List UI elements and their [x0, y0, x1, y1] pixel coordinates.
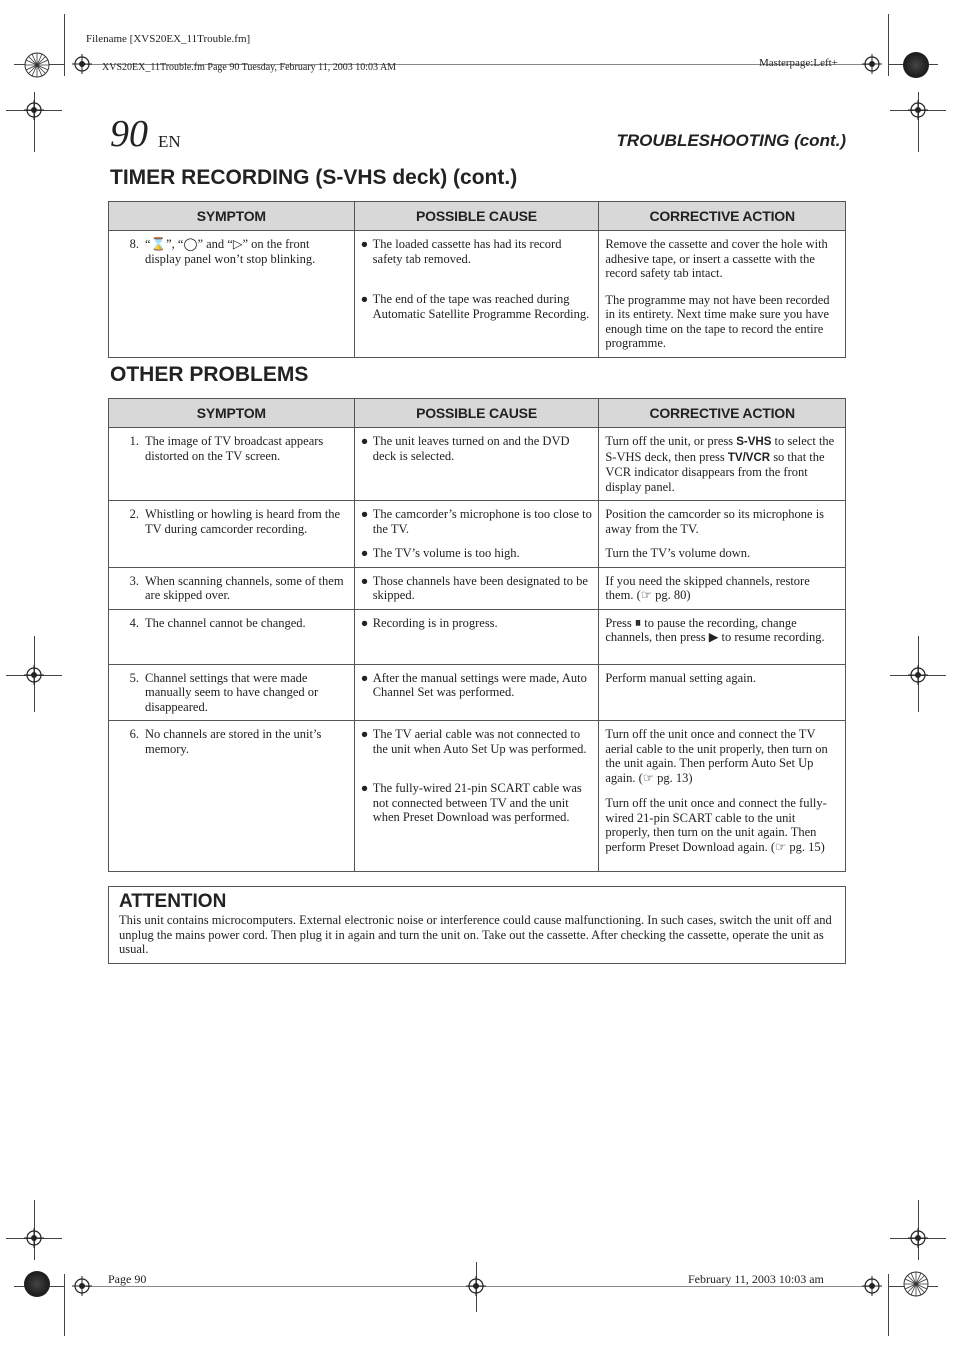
cause-text: The loaded cassette has had its record safety tab removed.	[372, 237, 562, 266]
cause-cell	[354, 567, 599, 609]
file-info-line: XVS20EX_11Trouble.fm Page 90 Tuesday, February 11, 2003 10:03 AM	[102, 62, 397, 73]
timer-troubleshooting-table	[108, 201, 846, 358]
action-text: Turn the TV’s volume down.	[605, 546, 751, 560]
row-number: 2.	[129, 507, 139, 521]
symptom-text: “⌛”, “◯” and “▷” on the front display panel won’t stop blinking.	[145, 237, 316, 266]
registration-target-icon	[908, 665, 928, 685]
action-text: Turn off the unit once and connect the fully-wired 21-pin SCART cable to the unit properly, then turn on the unit again. Then perform Preset Download again. (☞ pg. 15)	[605, 796, 827, 854]
action-text: Position the camcorder so its microphone is away from the TV.	[605, 507, 825, 536]
registration-target-icon	[24, 1228, 44, 1248]
cause-cell	[354, 428, 599, 501]
cause-cell	[354, 231, 599, 358]
action-cell	[599, 567, 846, 609]
s-vhs-button-label: S-VHS	[736, 436, 772, 448]
action-cell	[599, 721, 846, 872]
cause-text: After the manual settings were made, Auto Channel Set was performed.	[372, 670, 587, 699]
starburst-icon	[24, 52, 50, 78]
action-text: Turn off the unit, or press	[605, 434, 737, 448]
bullet-icon: ●	[360, 434, 369, 448]
action-text: to select the S-VHS deck, then press	[605, 434, 835, 464]
cause-text: The TV’s volume is too high.	[372, 546, 520, 560]
other-problems-table	[108, 398, 846, 872]
row-number: 1.	[129, 434, 139, 448]
registration-target-icon	[24, 665, 44, 685]
symptom-text: The image of TV broadcast appears distorted on the TV screen.	[145, 434, 324, 463]
symptom-cell	[109, 231, 355, 358]
action-cell	[599, 428, 846, 501]
table-row	[109, 501, 846, 568]
action-text: to resume recording.	[718, 630, 825, 644]
symptom-cell	[109, 609, 355, 664]
symptom-text: The channel cannot be changed.	[145, 615, 306, 630]
column-header-cause: POSSIBLE CAUSE	[354, 399, 599, 428]
symptom-cell	[109, 721, 355, 872]
table-row	[109, 664, 846, 721]
bullet-icon: ●	[360, 573, 369, 588]
cause-text: The fully-wired 21-pin SCART cable was not connected between TV and the unit when Preset Download was performed.	[372, 781, 582, 824]
play-icon: ▶	[708, 630, 719, 644]
cause-text: The TV aerial cable was not connected to the unit when Auto Set Up was performed.	[372, 727, 587, 756]
action-cell	[599, 609, 846, 664]
table-row	[109, 231, 846, 358]
symptom-cell	[109, 664, 355, 721]
registration-target-icon	[862, 54, 882, 74]
action-text: The programme may not have been recorded in its entirety. Next time make sure you have enough time on the tape to record the entire programme.	[605, 292, 830, 350]
bullet-icon: ●	[360, 507, 369, 521]
action-cell	[599, 231, 846, 358]
starburst-icon	[903, 1271, 929, 1297]
column-header-cause: POSSIBLE CAUSE	[354, 202, 599, 231]
registration-target-icon	[908, 100, 928, 120]
column-header-action: CORRECTIVE ACTION	[599, 399, 846, 428]
registration-target-icon	[72, 54, 92, 74]
cause-text: The end of the tape was reached during Automatic Satellite Programme Recording.	[372, 292, 590, 321]
registration-target-icon	[24, 100, 44, 120]
cause-cell	[354, 664, 599, 721]
dark-registration-dot-icon	[903, 52, 929, 78]
table-row	[109, 428, 846, 501]
column-header-symptom: SYMPTOM	[109, 399, 355, 428]
symptom-cell	[109, 567, 355, 609]
symptom-text: When scanning channels, some of them are skipped over.	[145, 573, 344, 602]
footer-page: Page 90	[108, 1272, 147, 1286]
section-title-timer: TIMER RECORDING (S-VHS deck) (cont.)	[110, 166, 518, 189]
action-text: Turn off the unit once and connect the TV aerial cable to the unit properly, then turn on the unit again. Then perform Auto Set Up again. (☞ pg. 13)	[605, 727, 828, 785]
row-number: 4.	[129, 615, 139, 630]
bullet-icon: ●	[360, 727, 369, 741]
cause-cell	[354, 501, 599, 568]
row-number: 6.	[129, 727, 139, 741]
bullet-icon: ●	[360, 781, 369, 795]
cause-text: The camcorder’s microphone is too close to the TV.	[372, 507, 592, 536]
attention-box	[108, 886, 846, 964]
registration-target-icon	[72, 1276, 92, 1296]
symptom-text: Whistling or howling is heard from the TV during camcorder recording.	[145, 507, 341, 536]
action-cell	[599, 501, 846, 568]
bullet-icon: ●	[360, 292, 369, 306]
symptom-text: Channel settings that were made manually seem to have changed or disappeared.	[145, 670, 319, 714]
bullet-icon: ●	[360, 546, 369, 560]
symptom-text: No channels are stored in the unit’s memory.	[145, 727, 322, 756]
section-title-other: OTHER PROBLEMS	[110, 363, 309, 386]
tv-vcr-button-label: TV/VCR	[727, 451, 771, 464]
table-row	[109, 609, 846, 664]
action-text: If you need the skipped channels, restore them. (☞ pg. 80)	[605, 573, 810, 602]
filename-label: Filename [XVS20EX_11Trouble.fm]	[86, 33, 251, 45]
action-cell	[599, 664, 846, 721]
row-number: 8.	[129, 237, 139, 251]
cause-text: Those channels have been designated to be skipped.	[372, 573, 588, 602]
registration-target-icon	[908, 1228, 928, 1248]
cause-cell	[354, 609, 599, 664]
attention-body: This unit contains microcomputers. External electronic noise or interference could cause malfunctioning. In such cases, switch the unit off and unplug the mains power cord. Then plug it in again and turn the unit on. Take out the cassette. After checking the cassette, operate the unit as usual.	[119, 913, 832, 956]
cause-text: Recording is in progress.	[372, 615, 498, 630]
pause-icon: ⏸	[634, 615, 642, 630]
table-row	[109, 721, 846, 872]
page-language: EN	[158, 132, 181, 151]
row-number: 3.	[129, 573, 139, 588]
column-header-action: CORRECTIVE ACTION	[599, 202, 846, 231]
cause-cell	[354, 721, 599, 872]
running-head: TROUBLESHOOTING (cont.)	[616, 131, 846, 150]
action-text: Press	[605, 615, 635, 630]
action-text: to pause the recording, change channels, then press	[605, 615, 797, 644]
registration-target-icon	[466, 1276, 486, 1296]
dark-registration-dot-icon	[24, 1271, 50, 1297]
table-row	[109, 567, 846, 609]
page-number: 90	[110, 113, 148, 155]
symptom-cell	[109, 428, 355, 501]
bullet-icon: ●	[360, 615, 369, 630]
masterpage-label: Masterpage:Left+	[759, 57, 838, 69]
footer-date: February 11, 2003 10:03 am	[688, 1272, 824, 1286]
action-text: so that the VCR indicator disappears from the front display panel.	[605, 449, 825, 494]
registration-target-icon	[862, 1276, 882, 1296]
row-number: 5.	[129, 670, 139, 685]
bullet-icon: ●	[360, 237, 369, 251]
column-header-symptom: SYMPTOM	[109, 202, 355, 231]
action-text: Remove the cassette and cover the hole with adhesive tape, or insert a cassette with the record safety tab intact.	[605, 237, 828, 280]
table-header-row	[109, 399, 846, 428]
action-text: Perform manual setting again.	[605, 670, 756, 685]
table-header-row	[109, 202, 846, 231]
attention-title: ATTENTION	[119, 891, 227, 912]
cause-text: The unit leaves turned on and the DVD deck is selected.	[372, 434, 570, 463]
symptom-cell	[109, 501, 355, 568]
bullet-icon: ●	[360, 670, 369, 685]
